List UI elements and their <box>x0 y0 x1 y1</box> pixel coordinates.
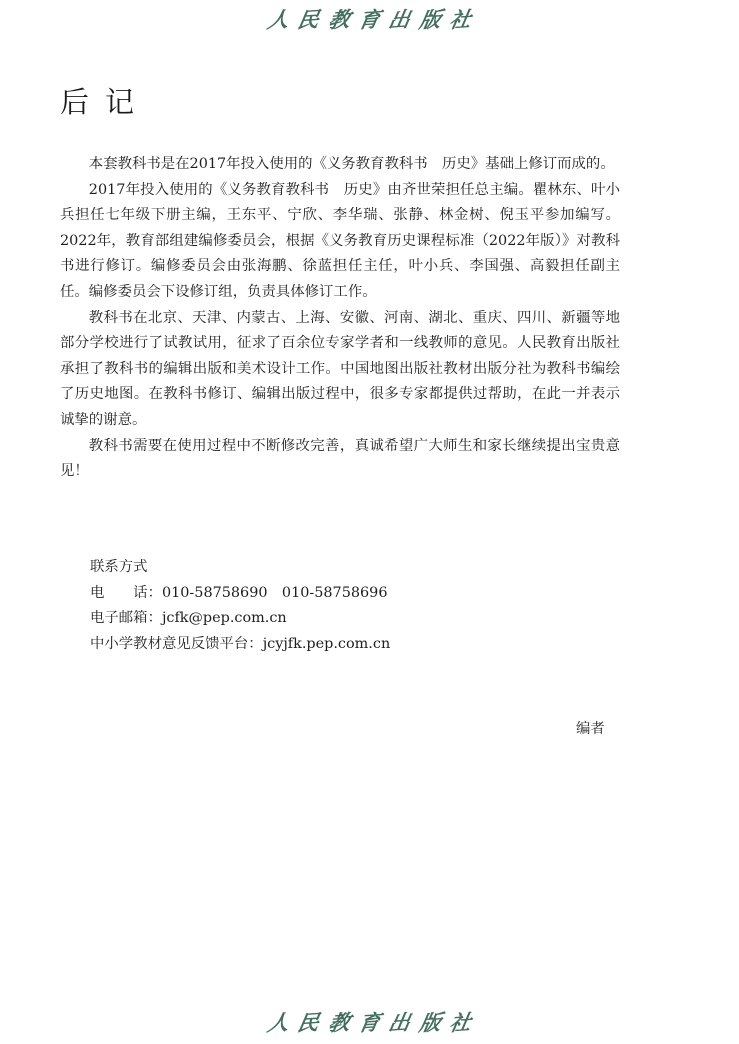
logo-char: 出 <box>386 6 415 33</box>
logo-char: 人 <box>265 6 294 33</box>
logo-char: 育 <box>356 1009 385 1036</box>
logo-char: 社 <box>447 1009 476 1036</box>
paragraph-trial-and-thanks: 教科书在北京、天津、内蒙古、上海、安徽、河南、湖北、重庆、四川、新疆等地部分学校进行了试教试用，征求了百余位专家学者和一线教师的意见。人民教育出版社承担了教科书的编辑出版和美术设计工作。中国地图出版社教材出版分社为教科书编绘了历史地图。在教科书修订、编辑出版过程中，很多专家都提供过帮助，在此一并表示诚挚的谢意。 <box>60 309 620 428</box>
afterword-body <box>60 152 620 485</box>
logo-char: 民 <box>295 1009 324 1036</box>
contact-email: 电子邮箱：jcfk@pep.com.cn <box>90 610 287 627</box>
paragraph-revision-basis: 本套教科书是在2017年投入使用的《义务教育教科书 历史》基础上修订而成的。 <box>88 156 615 172</box>
paragraph-feedback-request: 教科书需要在使用过程中不断修改完善，真诚希望广大师生和家长继续提出宝贵意见！ <box>60 437 620 480</box>
logo-char: 民 <box>295 6 324 33</box>
publisher-logo-footer <box>265 1007 476 1037</box>
contact-heading: 联系方式 <box>90 559 148 575</box>
logo-char: 版 <box>417 6 445 33</box>
logo-char: 社 <box>447 6 476 33</box>
contact-feedback-platform: 中小学教材意见反馈平台：jcyjfk.pep.com.cn <box>90 635 391 652</box>
logo-char: 教 <box>326 1009 354 1036</box>
paragraph-editors: 2017年投入使用的《义务教育教科书 历史》由齐世荣担任总主编。瞿林东、叶小兵担任七年级下册主编，王东平、宁欣、李华瑞、张静、林金树、倪玉平参加编写。2022年，教育部组建编修委员会，根据《义务教育历史课程标准（2022年版）》对教科书进行修订。编修委员会由张海鹏、徐蓝担任主任，叶小兵、李国强、高毅担任副主任。编修委员会下设修订组，负责具体修订工作。 <box>60 181 620 300</box>
logo-char: 版 <box>417 1009 445 1036</box>
logo-char: 育 <box>356 6 385 33</box>
signature: 编者 <box>576 721 605 737</box>
contact-info <box>90 555 390 657</box>
logo-char: 人 <box>265 1009 294 1036</box>
page-title: 后记 <box>60 85 151 119</box>
publisher-logo-header <box>265 4 476 34</box>
contact-phone: 电 话：010-58758690 010-58758696 <box>90 584 388 601</box>
logo-char: 教 <box>326 6 354 33</box>
logo-char: 出 <box>386 1009 415 1036</box>
